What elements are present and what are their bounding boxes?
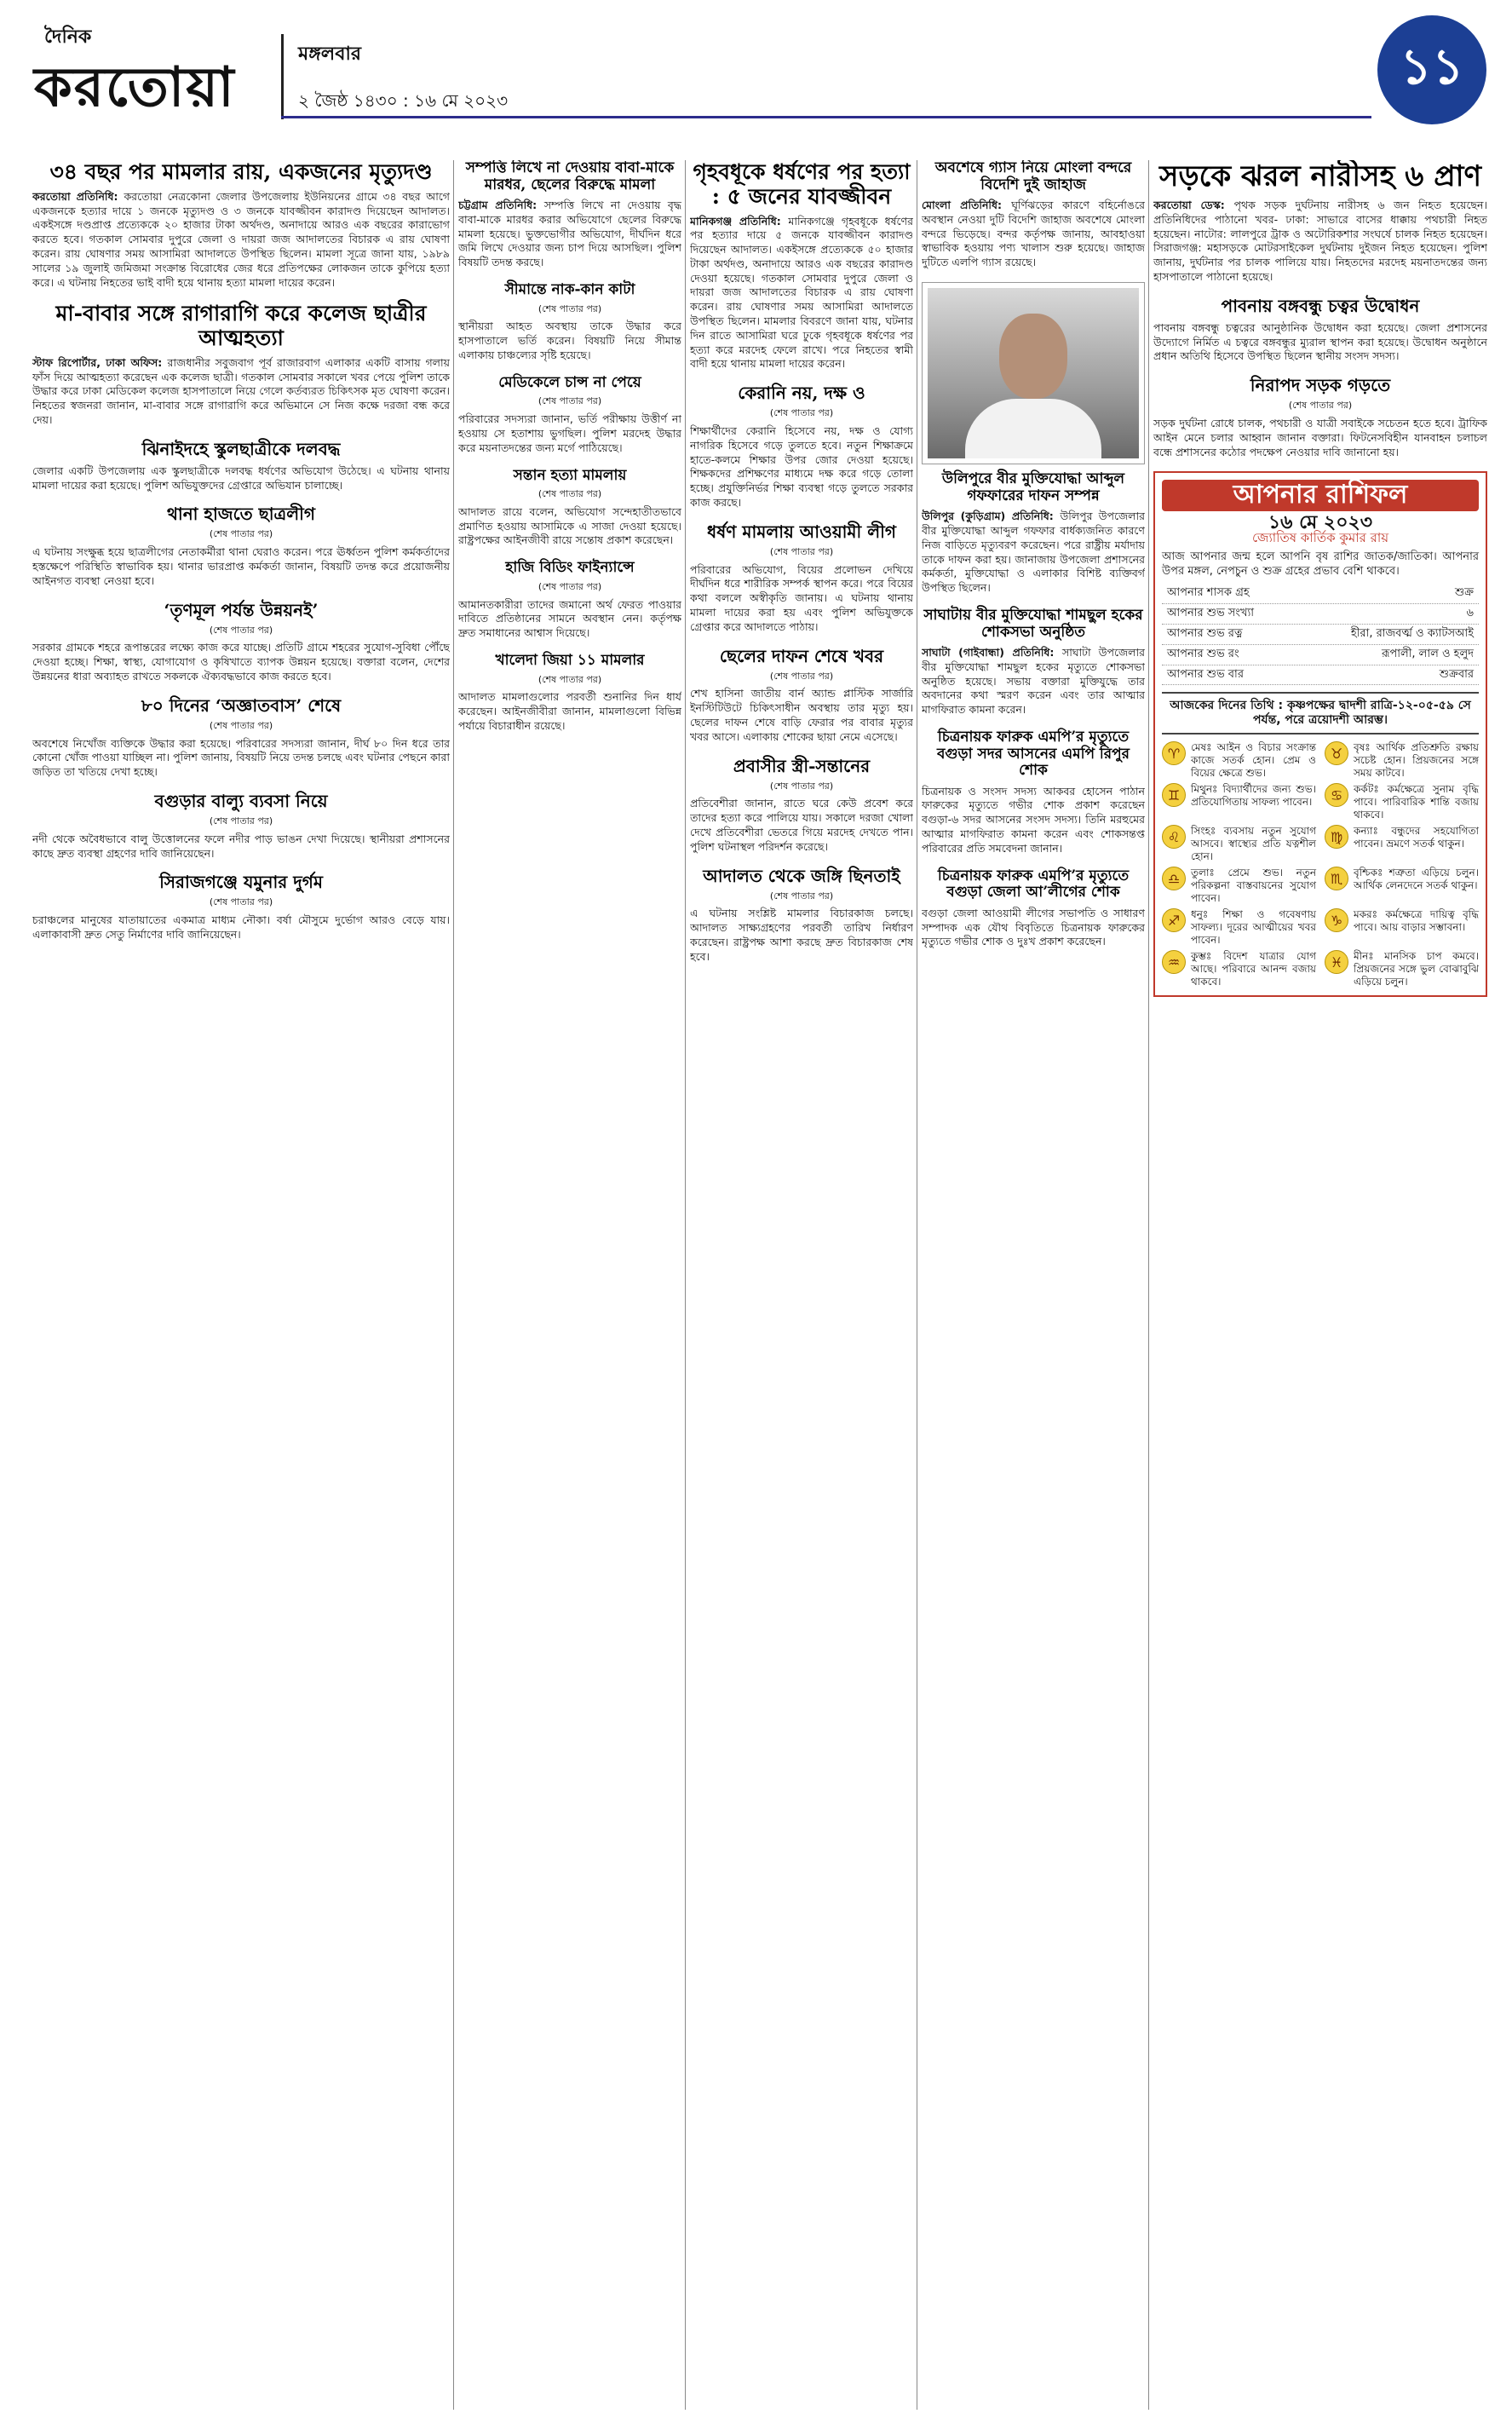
byline: চট্টগ্রাম প্রতিনিধি:	[458, 199, 544, 212]
story-text: সাঘাটা (গাইবান্ধা) প্রতিনিধি: সাঘাটা উপজেলার বীর মুক্তিযোদ্ধা শামছুল হকের মৃত্যুতে শোকসভা অনুষ্ঠিত হয়েছে। সভায় বক্তারা মুক্তিযুদ্ধে তার অবদানের কথা স্মরণ করেন এবং তার আত্মার মাগফিরাত কামনা করেন।	[922, 646, 1145, 717]
story-headline: খালেদা জিয়া ১১ মামলার	[495, 652, 645, 670]
newspaper-logo: করতোয়া	[34, 55, 236, 119]
news-story	[458, 282, 681, 363]
story-body	[32, 356, 450, 428]
portrait-face	[999, 314, 1067, 399]
story-headline: সন্তান হত্যা মামলায়	[513, 466, 627, 484]
lucky-label: আপনার শুভ রং	[1167, 647, 1239, 660]
horoscope-intro: আজ আপনার জন্ম হলে আপনি বৃষ রাশির জাতক/জাতিকা। আপনার উপর মঙ্গল, নেপচুন ও শুক্র গ্রহের প্রভাব বেশি থাকবে।	[1162, 550, 1479, 578]
news-story	[1153, 376, 1487, 459]
zodiac-icon: ♐	[1162, 908, 1186, 932]
zodiac-item	[1325, 825, 1479, 863]
story-headline: ৮০ দিনের ‘অজ্ঞাতবাস’ শেষে	[141, 694, 342, 716]
story-body	[458, 598, 681, 641]
story-body	[922, 510, 1145, 596]
masthead-rule	[281, 116, 1371, 118]
news-story	[922, 608, 1145, 717]
lucky-label: আপনার শুভ রত্ন	[1167, 627, 1243, 641]
lucky-value: ৬	[1466, 607, 1474, 620]
todays-tithi: আজকের দিনের তিথি : কৃষ্ণপক্ষের দ্বাদশী রাত্রি-১২-০৫-৫৯ সে পর্যন্ত, পরে ত্রয়োদশী আরম্ভ।	[1162, 692, 1479, 734]
story-body	[922, 785, 1145, 856]
zodiac-item	[1162, 741, 1316, 780]
news-story	[690, 383, 913, 510]
story-headline: ‘তৃণমূল পর্যন্ত উন্নয়নই’	[164, 599, 319, 620]
zodiac-text: মকরঃ কর্মক্ষেত্রে দায়িত্ব বৃদ্ধি পাবে। আয় বাড়ার সম্ভাবনা।	[1354, 908, 1479, 934]
continued-note: (শেষ পাতার পর)	[538, 302, 602, 314]
story-headline: নিরাপদ সড়ক গড়তে	[1250, 375, 1391, 396]
news-story	[458, 160, 681, 270]
news-story	[458, 468, 681, 549]
weekday: মঙ্গলবার	[298, 43, 361, 65]
story-body	[32, 913, 450, 942]
zodiac-text: কুম্ভঃ বিদেশ যাত্রার যোগ আছে। পরিবারে আনন্দ বজায় থাকবে।	[1191, 950, 1316, 988]
news-story	[32, 873, 450, 942]
zodiac-item	[1325, 867, 1479, 905]
story-headline: ছেলের দাফন শেষে খবর	[719, 645, 884, 666]
zodiac-text: কর্কটঃ কর্মক্ষেত্রে সুনাম বৃদ্ধি পাবে। পারিবারিক শান্তি বজায় থাকবে।	[1354, 783, 1479, 821]
zodiac-icon: ♓	[1325, 950, 1348, 974]
column-divider	[1148, 160, 1149, 2410]
story-body	[922, 907, 1145, 949]
news-story	[458, 653, 681, 734]
lucky-value: শুক্র	[1454, 586, 1474, 600]
zodiac-icon: ♍	[1325, 825, 1348, 849]
zodiac-icon: ♋	[1325, 783, 1348, 807]
lucky-row	[1162, 625, 1479, 645]
byline: করতোয়া প্রতিনিধি:	[32, 189, 124, 203]
column-divider	[453, 160, 454, 2410]
story-body	[690, 907, 913, 964]
lucky-label: আপনার শুভ সংখ্যা	[1167, 607, 1255, 620]
story-body	[690, 215, 913, 372]
byline: মোংলা প্রতিনিধি:	[922, 199, 1012, 212]
story-text: পরিবারের সদস্যরা জানান, ভর্তি পরীক্ষায় উত্তীর্ণ না হওয়ায় সে হতাশায় ভুগছিল। পুলিশ মরদেহ উদ্ধার করে ময়নাতদন্তের জন্য মর্গে পাঠিয়েছে।	[458, 412, 681, 454]
news-story	[32, 440, 450, 493]
column-2	[458, 160, 681, 2410]
zodiac-text: বৃষঃ আর্থিক প্রতিশ্রুতি রক্ষায় সচেষ্ট হোন। প্রিয়জনের সঙ্গে সময় কাটবে।	[1354, 741, 1479, 780]
story-body	[1153, 199, 1487, 285]
story-body	[1153, 321, 1487, 364]
lucky-label: আপনার শাসক গ্রহ	[1167, 586, 1250, 600]
horoscope-title: আপনার রাশিফল	[1162, 480, 1479, 511]
zodiac-item	[1162, 908, 1316, 947]
story-text: স্টাফ রিপোর্টার, ঢাকা অফিস: রাজধানীর সবুজবাগ পূর্ব রাজারবাগ এলাকার একটি বাসায় গলায় ফাঁস দিয়ে আত্মহত্যা করেছেন এক কলেজ ছাত্রী। গতকাল সোমবার সকালে খবর পেয়ে পুলিশ তাকে উদ্ধার করে ঢাকা মেডিকেল কলেজ হাসপাতালে নিয়ে গেলে কর্তব্যরত চিকিৎসক মৃত ঘোষণা করেন। নিহতের স্বজনরা জানান, মা-বাবার সঙ্গে রাগারাগি করে অভিমানে সে নিজ কক্ষে দরজা বন্ধ করে দেয়।	[32, 355, 450, 427]
story-body	[690, 687, 913, 744]
zodiac-text: তুলাঃ প্রেমে শুভ। নতুন পরিকল্পনা বাস্তবায়নের সুযোগ পাবেন।	[1191, 867, 1316, 905]
continued-note: (শেষ পাতার পর)	[538, 395, 602, 407]
zodiac-item	[1325, 950, 1479, 988]
story-headline: অবশেষে গ্যাস নিয়ে মোংলা বন্দরে বিদেশি দুই জাহাজ	[934, 160, 1132, 193]
story-text: আদালত মামলাগুলোর পরবর্তী শুনানির দিন ধার্য করেছেন। আইনজীবীরা জানান, মামলাগুলো বিভিন্ন পর্যায়ে বিচারাধীন রয়েছে।	[458, 690, 681, 732]
story-text: চট্টগ্রাম প্রতিনিধি: সম্পত্তি লিখে না দেওয়ায় বৃদ্ধ বাবা-মাকে মারধর করার অভিযোগে ছেলের বিরুদ্ধে মামলা হয়েছে। ভুক্তভোগীর অভিযোগ, দীর্ঘদিন ধরে জমি লিখে দেওয়ার জন্য চাপ দিয়ে আসছিল। পুলিশ বিষয়টি তদন্ত করছে।	[458, 199, 681, 269]
story-text: উলিপুর (কুড়িগ্রাম) প্রতিনিধি: উলিপুর উপজেলার বীর মুক্তিযোদ্ধা আব্দুল গফফার বার্ধক্যজনিত কারণে নিজ বাড়িতে মৃত্যুবরণ করেছেন। পরে রাষ্ট্রীয় মর্যাদায় তাকে দাফন করা হয়। জানাজায় উপজেলা প্রশাসনের কর্মকর্তা, মুক্তিযোদ্ধা ও এলাকার বিশিষ্ট ব্যক্তিবর্গ উপস্থিত ছিলেন।	[922, 510, 1145, 595]
story-text: জেলার একটি উপজেলায় এক স্কুলছাত্রীকে দলবদ্ধ ধর্ষণের অভিযোগ উঠেছে। এ ঘটনায় থানায় মামলা দায়ের করা হয়েছে। পুলিশ অভিযুক্তদের গ্রেপ্তারে অভিযান চালাচ্ছে।	[32, 464, 450, 492]
continued-note: (শেষ পাতার পর)	[769, 890, 834, 902]
zodiac-item	[1325, 783, 1479, 821]
story-headline: থানা হাজতে ছাত্রলীগ	[166, 504, 315, 525]
zodiac-icon: ♒	[1162, 950, 1186, 974]
story-text: করতোয়া ডেস্ক: পৃথক সড়ক দুর্ঘটনায় নারীসহ ৬ জন নিহত হয়েছেন। প্রতিনিধিদের পাঠানো খবর- ঢাকা: সাভারে বাসের ধাক্কায় পথচারী নিহত হয়েছেন। নাটোর: লালপুরে ট্রাক ও অটোরিকশার সংঘর্ষে চালক নিহত হয়েছেন। সিরাজগঞ্জ: মহাসড়কে মোটরসাইকেল দুর্ঘটনায় দুইজন নিহত হয়েছেন। পুলিশ জানায়, দুর্ঘটনার পর চালক পালিয়ে যায়। নিহতদের মরদেহ ময়নাতদন্তের জন্য হাসপাতালে পাঠানো হয়েছে।	[1153, 199, 1487, 284]
news-story	[32, 160, 450, 290]
lucky-value: শুক্রবার	[1439, 667, 1474, 681]
zodiac-item	[1162, 950, 1316, 988]
column-1	[32, 160, 450, 2410]
news-story	[32, 792, 450, 861]
lucky-table	[1162, 584, 1479, 685]
story-headline: ঝিনাইদহে স্কুলছাত্রীকে দলবদ্ধ	[141, 438, 341, 459]
continued-note: (শেষ পাতার পর)	[209, 624, 273, 636]
story-headline: সীমান্তে নাক-কান কাটা	[504, 281, 635, 299]
continued-note: (শেষ পাতার পর)	[538, 673, 602, 685]
story-body	[458, 199, 681, 270]
story-body	[690, 424, 913, 510]
story-text: শিক্ষার্থীদের কেরানি হিসেবে নয়, দক্ষ ও যোগ্য নাগরিক হিসেবে গড়ে তুলতে হবে। নতুন শিক্ষাক্রমে হাতে-কলমে শিক্ষার উপর জোর দেওয়া হয়েছে। শিক্ষকদের প্রশিক্ষণের মাধ্যমে দক্ষ করে গড়ে তোলা হচ্ছে। প্রযুক্তিনির্ভর শিক্ষা ব্যবস্থা গড়ে তুলতে সরকার কাজ করছে।	[690, 424, 913, 510]
story-headline: উলিপুরে বীর মুক্তিযোদ্ধা আব্দুল গফফারের দাফন সম্পন্ন	[941, 470, 1125, 504]
portrait-shirt	[965, 399, 1101, 458]
story-headline: সাঘাটায় বীর মুক্তিযোদ্ধা শামছুল হকের শোকসভা অনুষ্ঠিত	[923, 606, 1143, 641]
zodiac-item	[1325, 741, 1479, 780]
zodiac-icon: ♌	[1162, 825, 1186, 849]
masthead	[26, 15, 1486, 143]
issue-date: ২ জৈষ্ঠ ১৪৩০ : ১৬ মে ২০২৩	[298, 90, 509, 111]
zodiac-item	[1162, 825, 1316, 863]
story-headline: ৩৪ বছর পর মামলার রায়, একজনের মৃত্যুদণ্ড	[49, 160, 433, 184]
lucky-row	[1162, 584, 1479, 604]
news-story	[458, 375, 681, 456]
story-text: মোংলা প্রতিনিধি: ঘূর্ণিঝড়ের কারণে বহির্নোঙরে অবস্থান নেওয়া দুটি বিদেশি জাহাজ অবশেষে মোংলা বন্দরে ভিড়েছে। বন্দর কর্তৃপক্ষ জানায়, আবহাওয়া স্বাভাবিক হওয়ায় পণ্য খালাস শুরু হয়েছে। জাহাজ দুটিতে এলপি গ্যাস রয়েছে।	[922, 199, 1145, 269]
story-headline: গৃহবধূকে ধর্ষণের পর হত্যা : ৫ জনের যাবজ্জীবন	[693, 160, 911, 209]
zodiac-text: মিথুনঃ বিদ্যার্থীদের জন্য শুভ। প্রতিযোগিতায় সাফল্য পাবেন।	[1191, 783, 1316, 809]
story-body	[690, 563, 913, 635]
story-headline: সিরাজগঞ্জে যমুনার দুর্গম	[159, 872, 323, 893]
story-headline: প্রবাসীর স্ত্রী-সন্তানের	[733, 755, 871, 776]
news-story	[32, 504, 450, 588]
story-headline: সম্পত্তি লিখে না দেওয়ায় বাবা-মাকে মারধর, ছেলের বিরুদ্ধে মামলা	[465, 160, 675, 193]
story-headline: হাজি বিডিং ফাইন্যান্সে	[505, 559, 635, 577]
story-text: বগুড়া জেলা আওয়ামী লীগের সভাপতি ও সাধারণ সম্পাদক এক যৌথ বিবৃতিতে চিত্রনায়ক ফারুকের মৃত্যুতে গভীর শোক ও দুঃখ প্রকাশ করেছেন।	[922, 906, 1145, 948]
zodiac-text: মেষঃ আইন ও বিচার সংক্রান্ত কাজে সতর্ক হোন। প্রেম ও বিয়ের ক্ষেত্রে শুভ।	[1191, 741, 1316, 780]
story-body	[32, 641, 450, 683]
story-body	[458, 320, 681, 362]
zodiac-text: কন্যাঃ বন্ধুদের সহযোগিতা পাবেন। ভ্রমণে সতর্ক থাকুন।	[1354, 825, 1479, 850]
byline: করতোয়া ডেস্ক:	[1153, 199, 1234, 212]
news-story	[32, 302, 450, 427]
continued-note: (শেষ পাতার পর)	[769, 407, 834, 419]
news-story	[690, 867, 913, 965]
portrait-photo	[928, 288, 1139, 458]
story-headline: আদালত থেকে জঙ্গি ছিনতাই	[703, 865, 900, 886]
story-text: নদী থেকে অবৈধভাবে বালু উত্তোলনের ফলে নদীর পাড় ভাঙন দেখা দিয়েছে। স্থানীয়রা প্রশাসনের কাছে দ্রুত ব্যবস্থা গ্রহণের দাবি জানিয়েছেন।	[32, 832, 450, 860]
story-body	[32, 190, 450, 291]
page-number-badge: ১১	[1377, 15, 1486, 124]
story-body	[32, 464, 450, 493]
column-5-stories	[1153, 160, 1487, 459]
continued-note: (শেষ পাতার পর)	[209, 815, 273, 827]
news-story	[1153, 297, 1487, 364]
story-headline: পাবনায় বঙ্গবন্ধু চত্বর উদ্বোধন	[1221, 295, 1420, 316]
news-story	[922, 729, 1145, 856]
lucky-value: রূপালী, লাল ও হলুদ	[1381, 647, 1474, 660]
continued-note: (শেষ পাতার পর)	[538, 580, 602, 592]
continued-note: (শেষ পাতার পর)	[209, 528, 273, 540]
continued-note: (শেষ পাতার পর)	[209, 896, 273, 908]
story-body	[922, 199, 1145, 270]
photo-box	[922, 282, 1145, 464]
horoscope-box	[1153, 471, 1487, 997]
column-3	[690, 160, 913, 2410]
masthead-divider	[281, 34, 284, 119]
story-body	[922, 646, 1145, 717]
story-text: সরকার গ্রামকে শহরে রূপান্তরের লক্ষ্যে কাজ করে যাচ্ছে। প্রতিটি গ্রামে শহরের সুযোগ-সুবিধা পৌঁছে দেওয়া হচ্ছে। শিক্ষা, স্বাস্থ্য, যোগাযোগ ও কৃষিখাতে ব্যাপক উন্নয়ন হয়েছে। বক্তারা বলেন, দেশের উন্নয়নের ধারা অব্যাহত রাখতে সকলকে ঐক্যবদ্ধভাবে কাজ করতে হবে।	[32, 641, 450, 683]
story-body	[458, 690, 681, 733]
story-body	[32, 832, 450, 861]
column-divider	[685, 160, 686, 2410]
zodiac-text: বৃশ্চিকঃ শত্রুতা এড়িয়ে চলুন। আর্থিক লেনদেনে সতর্ক থাকুন।	[1354, 867, 1479, 892]
lucky-label: আপনার শুভ বার	[1167, 667, 1244, 681]
story-text: প্রতিবেশীরা জানান, রাতে ঘরে কেউ প্রবেশ করে তাদের হত্যা করে পালিয়ে যায়। সকালে দরজা খোলা দেখে প্রতিবেশীরা ভেতরে গিয়ে মরদেহ দেখতে পান। পুলিশ ঘটনাস্থল পরিদর্শন করেছে।	[690, 797, 913, 853]
story-text: স্থানীয়রা আহত অবস্থায় তাকে উদ্ধার করে হাসপাতালে ভর্তি করেন। বিষয়টি নিয়ে সীমান্ত এলাকায় চাঞ্চল্যের সৃষ্টি হয়েছে।	[458, 320, 681, 362]
horoscope-date: ১৬ মে ২০২৩	[1268, 512, 1373, 534]
news-story	[690, 647, 913, 745]
lucky-value: হীরা, রাজবর্ত্ম ও ক্যাটসআই	[1350, 627, 1474, 641]
zodiac-item	[1325, 908, 1479, 947]
continued-note: (শেষ পাতার পর)	[769, 780, 834, 792]
story-body	[32, 545, 450, 588]
column-4	[922, 160, 1145, 2410]
story-text: অবশেষে নিখোঁজ ব্যক্তিকে উদ্ধার করা হয়েছে। পরিবারের সদস্যরা জানান, দীর্ঘ ৮০ দিন ধরে তার কোনো খোঁজ পাওয়া যাচ্ছিল না। পুলিশ জানায়, বিষয়টি নিয়ে তদন্ত চলছে এবং ঘটনার পেছনে কারা জড়িত তা খতিয়ে দেখা হচ্ছে।	[32, 736, 450, 779]
story-text: করতোয়া প্রতিনিধি: করতোয়া নেত্রকোনা জেলার উপজেলায় ইউনিয়নের গ্রামে ৩৪ বছর আগে একজনকে হত্যার দায়ে ১ জনকে মৃত্যুদণ্ড ও ৩ জনকে যাবজ্জীবন কারাদণ্ড দিয়েছেন আদালত। একইসঙ্গে দণ্ডপ্রাপ্ত প্রত্যেককে ২০ হাজার টাকা অর্থদণ্ড, অনাদায়ে আরও এক বছরের কারাভোগ করতে হবে। গতকাল সোমবার দুপুরে জেলা ও দায়রা জজ আদালতের বিচারক এ রায় ঘোষণা করেন। রায় ঘোষণার সময় আসামিরা আদালতে উপস্থিত ছিলেন। মামলা সূত্রে জানা যায়, ১৯৮৯ সালের ১৯ জুলাই জমিজমা সংক্রান্ত বিরোধের জের ধরে প্রতিপক্ষের লোকজন তাকে কুপিয়ে হত্যা করে। এ ঘটনায় নিহতের ভাই বাদী হয়ে থানায় হত্যা মামলা দায়ের করেন।	[32, 189, 450, 289]
story-headline: চিত্রনায়ক ফারুক এমপি’র মৃত্যুতে বগুড়া সদর আসনের এমপি রিপুর শোক	[936, 729, 1130, 780]
news-story	[922, 282, 1145, 596]
news-story	[32, 601, 450, 684]
story-text: পাবনায় বঙ্গবন্ধু চত্বরের আনুষ্ঠানিক উদ্বোধন করা হয়েছে। জেলা প্রশাসনের উদ্যোগে নির্মিত এ চত্বরে বঙ্গবন্ধুর ম্যুরাল স্থাপন করা হয়েছে। উদ্বোধন অনুষ্ঠানে প্রধান অতিথি হিসেবে উপস্থিত ছিলেন স্থানীয় সংসদ সদস্য।	[1153, 320, 1487, 363]
story-body	[690, 797, 913, 854]
zodiac-icon: ♈	[1162, 741, 1186, 765]
news-story	[922, 868, 1145, 949]
horoscope-author: জ্যোতিষ কার্তিক কুমার রায়	[1251, 530, 1389, 546]
story-headline: মা-বাবার সঙ্গে রাগারাগি করে কলেজ ছাত্রীর আত্মহত্যা	[55, 301, 427, 351]
story-text: এ ঘটনায় সংশ্লিষ্ট মামলার বিচারকাজ চলছে। আদালত সাক্ষ্যগ্রহণের পরবর্তী তারিখ নির্ধারণ করেছেন। রাষ্ট্রপক্ষ আশা করছে দ্রুত বিচারকাজ শেষ হবে।	[690, 907, 913, 963]
news-story	[690, 522, 913, 635]
story-text: আমানতকারীরা তাদের জমানো অর্থ ফেরত পাওয়ার দাবিতে প্রতিষ্ঠানের সামনে অবস্থান নেন। কর্তৃপক্ষ দ্রুত সমাধানের আশ্বাস দিয়েছে।	[458, 597, 681, 640]
byline: মানিকগঞ্জ প্রতিনিধি:	[690, 214, 789, 228]
news-story	[922, 160, 1145, 270]
story-headline: ধর্ষণ মামলায় আওয়ামী লীগ	[707, 521, 896, 542]
story-body	[1153, 417, 1487, 459]
story-text: মানিকগঞ্জ প্রতিনিধি: মানিকগঞ্জে গৃহবধূকে ধর্ষণের পর হত্যার দায়ে ৫ জনকে যাবজ্জীবন কারাদণ্ড দিয়েছেন আদালত। একইসঙ্গে প্রত্যেককে ৫০ হাজার টাকা অর্থদণ্ড, অনাদায়ে আরও এক বছরের কারাদণ্ড দেওয়া হয়েছে। গতকাল সোমবার দুপুরে জেলা ও দায়রা জজ আদালতের বিচারক এ রায় ঘোষণা করেন। রায় ঘোষণার সময় আসামিরা আদালতে উপস্থিত ছিলেন। মামলার বিবরণে জানা যায়, ঘটনার দিন রাতে আসামিরা ঘরে ঢুকে গৃহবধূকে ধর্ষণের পর হত্যা করে মরদেহ ফেলে রাখে। পরে নিহতের স্বামী বাদী হয়ে থানায় মামলা দায়ের করেন।	[690, 214, 913, 371]
news-story	[690, 160, 913, 372]
zodiac-text: সিংহঃ ব্যবসায় নতুন সুযোগ আসবে। স্বাস্থ্যের প্রতি যত্নশীল হোন।	[1191, 825, 1316, 863]
zodiac-icon: ♎	[1162, 867, 1186, 890]
news-story	[1153, 160, 1487, 285]
story-headline: সড়কে ঝরল নারীসহ ৬ প্রাণ	[1158, 160, 1482, 193]
story-headline: চিত্রনায়ক ফারুক এমপি’র মৃত্যুতে বগুড়া জেলা আ’লীগের শোক	[937, 867, 1130, 902]
zodiac-signs	[1162, 741, 1479, 988]
zodiac-icon: ♊	[1162, 783, 1186, 807]
lucky-row	[1162, 604, 1479, 625]
lucky-row	[1162, 645, 1479, 665]
story-headline: কেরানি নয়, দক্ষ ও	[738, 383, 865, 404]
logo-small: দৈনিক	[44, 26, 92, 48]
byline: স্টাফ রিপোর্টার, ঢাকা অফিস:	[32, 355, 168, 369]
zodiac-item	[1162, 867, 1316, 905]
story-headline: মেডিকেলে চান্স না পেয়ে	[498, 373, 641, 391]
story-headline: বগুড়ার বাল্যু ব্যবসা নিয়ে	[154, 790, 328, 811]
story-text: চরাঞ্চলের মানুষের যাতায়াতের একমাত্র মাধ্যম নৌকা। বর্ষা মৌসুমে দুর্ভোগ আরও বেড়ে যায়। এলাকাবাসী দ্রুত সেতু নির্মাণের দাবি জানিয়েছেন।	[32, 913, 450, 941]
zodiac-icon: ♉	[1325, 741, 1348, 765]
news-story	[690, 757, 913, 855]
story-text: পরিবারের অভিযোগ, বিয়ের প্রলোভন দেখিয়ে দীর্ঘদিন ধরে শারীরিক সম্পর্ক স্থাপন করে। পরে বিয়ের কথা বললে অস্বীকৃতি জানায়। এ ঘটনায় থানায় মামলা দায়ের করা হয় এবং পুলিশ অভিযুক্তকে গ্রেপ্তার করে আদালতে পাঠায়।	[690, 562, 913, 633]
news-story	[32, 696, 450, 780]
zodiac-text: ধনুঃ শিক্ষা ও গবেষণায় সাফল্য। দূরের আত্মীয়ের খবর পাবেন।	[1191, 908, 1316, 947]
story-body	[32, 737, 450, 780]
zodiac-text: মীনঃ মানসিক চাপ কমবে। প্রিয়জনের সঙ্গে ভুল বোঝাবুঝি এড়িয়ে চলুন।	[1354, 950, 1479, 988]
story-text: সড়ক দুর্ঘটনা রোধে চালক, পথচারী ও যাত্রী সবাইকে সচেতন হতে হবে। ট্রাফিক আইন মেনে চলার আহ্বান জানান বক্তারা। ফিটনেসবিহীন যানবাহন চলাচল বন্ধে প্রশাসনের কঠোর পদক্ষেপ নেওয়ার দাবি জানানো হয়।	[1153, 417, 1487, 458]
continued-note: (শেষ পাতার পর)	[538, 488, 602, 500]
story-body	[458, 505, 681, 548]
story-text: শেখ হাসিনা জাতীয় বার্ন অ্যান্ড প্লাস্টিক সার্জারি ইনস্টিটিউটে চিকিৎসাধীন অবস্থায় তার মৃত্যু হয়। ছেলের দাফন শেষে বাড়ি ফেরার পর বাবার মৃত্যুর খবর আসে। এলাকায় শোকের ছায়া নেমে এসেছে।	[690, 687, 913, 743]
continued-note: (শেষ পাতার পর)	[209, 719, 273, 731]
continued-note: (শেষ পাতার পর)	[1288, 400, 1353, 412]
news-story	[458, 560, 681, 641]
zodiac-icon: ♏	[1325, 867, 1348, 890]
byline: উলিপুর (কুড়িগ্রাম) প্রতিনিধি:	[922, 510, 1061, 523]
continued-note: (শেষ পাতার পর)	[769, 670, 834, 682]
story-body	[458, 412, 681, 455]
zodiac-item	[1162, 783, 1316, 821]
byline: সাঘাটা (গাইবান্ধা) প্রতিনিধি:	[922, 646, 1062, 660]
story-text: চিত্রনায়ক ও সংসদ সদস্য আকবর হোসেন পাঠান ফারুকের মৃত্যুতে গভীর শোক প্রকাশ করেছেন বগুড়া-৬ সদর আসনের সংসদ সদস্য। তিনি মরহুমের আত্মার মাগফিরাত কামনা করেন এবং শোকসন্তপ্ত পরিবারের প্রতি সমবেদনা জানান।	[922, 784, 1145, 855]
column-5	[1153, 160, 1487, 2410]
story-text: আদালত রায়ে বলেন, অভিযোগ সন্দেহাতীতভাবে প্রমাণিত হওয়ায় আসামিকে এ সাজা দেওয়া হয়েছে। রাষ্ট্রপক্ষের আইনজীবী রায়ে সন্তোষ প্রকাশ করেছেন।	[458, 504, 681, 547]
zodiac-icon: ♑	[1325, 908, 1348, 932]
story-text: এ ঘটনায় সংক্ষুব্ধ হয়ে ছাত্রলীগের নেতাকর্মীরা থানা ঘেরাও করেন। পরে ঊর্ধ্বতন পুলিশ কর্মকর্তাদের হস্তক্ষেপে পরিস্থিতি স্বাভাবিক হয়। থানার ভারপ্রাপ্ত কর্মকর্তা জানান, বিষয়টি তদন্ত করে প্রয়োজনীয় আইনগত ব্যবস্থা নেওয়া হবে।	[32, 545, 450, 587]
lucky-row	[1162, 665, 1479, 686]
continued-note: (শেষ পাতার পর)	[769, 545, 834, 557]
